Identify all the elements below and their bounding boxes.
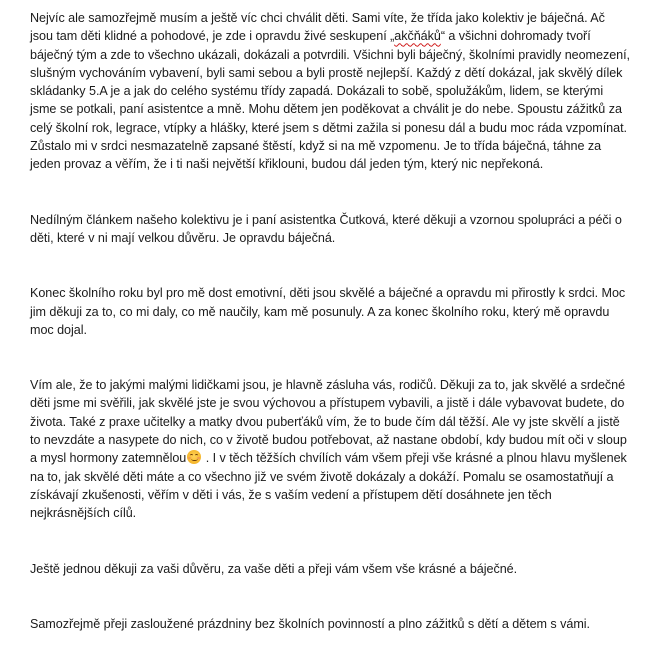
spellcheck-flagged-word[interactable]: akčňáků xyxy=(394,29,441,44)
paragraph-1-text-a: Nejvíc ale samozřejmě musím a ještě víc chci chválit děti. Sami víte, že třída jako kolektiv je báječná. Ač jsou tam děti klidné a pohodové, je zde i opravdu živé seskupení „ xyxy=(30,11,605,44)
paragraph-assistant-thanks: Nedílným článkem našeho kolektivu je i paní asistentka Čutková, které děkuji a vzornou spolupráci a péči o děti, které v ni mají velkou důvěru. Je opravdu báječná. xyxy=(30,212,622,245)
smiling-face-emoji-icon xyxy=(187,450,201,464)
paragraph-end-of-year: Konec školního roku byl pro mě dost emotivní, děti jsou skvělé a báječné a opravdu mi přirostly k srdci. Moc jim děkuji za to, co mi daly, co mě naučily, kam mě posunuly. A za konec školního roku, který mě opravdu moc dojal. xyxy=(30,286,626,337)
paragraph-praise-children xyxy=(30,9,630,174)
paragraph-4-text-a: Vím ale, že to jakými malými lidičkami jsou, je hlavně zásluha vás, rodičů. Děkuji za to, jak skvělé a srdečné děti jsme mi svěřili, jak skvělé jste je svou výchovou a přístupem vybavili, a jistě i dále vybavovat budete, do života. Také z praxe učitelky a matky dvou puberťáků vím, že to bude čím dál těžší. Ale vy jste skvělí a jistě to nevzdáte a nasypete do nich, co v životě budou potřebovat, až nastane období, kdy budou mít oči v sloup a mysl hormony zatemnělou xyxy=(30,378,627,466)
paragraph-thanks-parents xyxy=(30,376,630,522)
paragraph-holiday-wishes: Samozřejmě přeji zasloužené prázdniny bez školních povinností a plno zážitků s dětí a dětem s vámi. xyxy=(30,616,590,631)
document-body xyxy=(30,9,630,633)
paragraph-trust-thanks: Ještě jednou děkuji za vaši důvěru, za vaše děti a přeji vám všem vše krásné a báječné. xyxy=(30,561,518,576)
paragraph-4-text-b: . I v těch těžších chvílích vám všem přeji vše krásné a plnou hlavu myšlenek na to, jak skvělé děti máte a co všechno již ve svém životě dokázaly a dokáží. Pomalu se osamostatňují a získávají zkušenosti, věřím v děti i vás, že s vaším vedení a přístupem dětí dosáhnete jen těch nejkrásnějších cílů. xyxy=(30,451,627,521)
paragraph-1-text-b: “ a všichni dohromady tvoří báječný tým a zde to všechno ukázali, dokázali a potvrdili. Všichni byli báječný, školními pravidly neomezení, slušným vychováním vybavení, byli sami sebou a byli prostě nejlepší. Každý z dětí dokázal, jak skvělý dílek skládanky 5.A je a jak do celého systému třídy zapadá. Dokázali to sobě, spolužákům, lidem, se kterými jsme se potkali, paní asistentce a mně. Mohu dětem jen poděkovat a chválit je do nebe. Spoustu zážitků za celý školní rok, legrace, vtípky a hlášky, které jsem s dětmi zažila si ponesu dál a budu moc ráda vzpomínat. Zůstalo mi v srdci nesmazatelně zapsané štěstí, když si na mě vzpomenu. Je to třída báječná, táhne za jeden provaz a věřím, že i ti naši největší křiklouni, budou dál jeden tým, který nic nepřekoná. xyxy=(30,29,630,172)
